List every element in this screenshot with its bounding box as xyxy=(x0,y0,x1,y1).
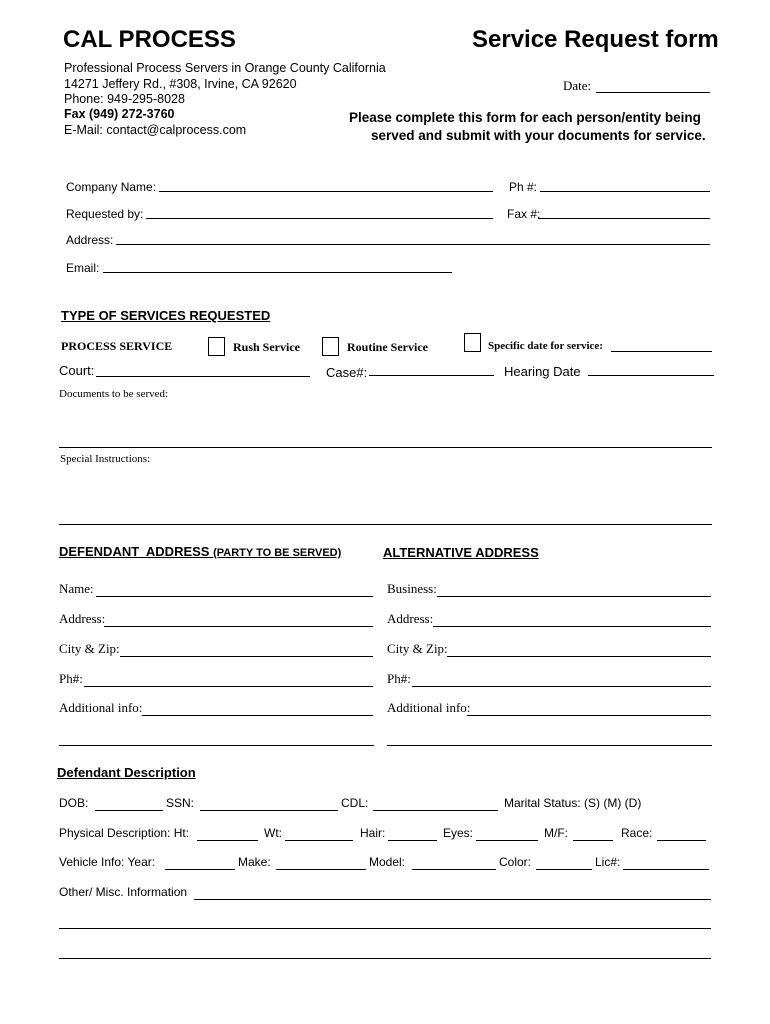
instructions-line-2: served and submit with your documents for service. xyxy=(371,128,706,143)
gender-label: M/F: xyxy=(544,826,568,840)
hearing-date-field[interactable] xyxy=(588,375,714,376)
vehicle-model-field[interactable] xyxy=(412,869,496,870)
gender-field[interactable] xyxy=(573,840,613,841)
business-field[interactable] xyxy=(437,596,711,597)
defendant-name-label: Name: xyxy=(59,581,94,596)
vehicle-color-label: Color: xyxy=(499,855,532,869)
requested-by-label: Requested by: xyxy=(66,207,144,221)
defendant-phone-label: Ph#: xyxy=(59,671,83,686)
vehicle-year-field[interactable] xyxy=(165,869,235,870)
race-label: Race: xyxy=(621,826,653,840)
fax-label: Fax #: xyxy=(507,207,541,221)
company-tagline: Professional Process Servers in Orange County California xyxy=(64,61,386,75)
vehicle-make-label: Make: xyxy=(238,855,271,869)
vehicle-license-field[interactable] xyxy=(623,869,709,870)
date-field[interactable] xyxy=(596,92,710,93)
defendant-address-field[interactable] xyxy=(104,626,373,627)
hair-field[interactable] xyxy=(388,840,437,841)
race-field[interactable] xyxy=(657,840,706,841)
specific-date-label: Specific date for service: xyxy=(488,340,603,352)
case-label: Case#: xyxy=(326,365,368,380)
defendant-description-heading: Defendant Description xyxy=(57,765,196,780)
vehicle-color-field[interactable] xyxy=(536,869,592,870)
vehicle-year-label: Vehicle Info: Year: xyxy=(59,855,156,869)
instructions-line-1: Please complete this form for each person/entity being xyxy=(349,110,701,125)
company-phone: Phone: 949-295-8028 xyxy=(64,92,185,106)
alt-address-label: Address: xyxy=(387,611,434,626)
cdl-field[interactable] xyxy=(373,810,498,811)
rush-service-checkbox[interactable] xyxy=(208,337,225,356)
company-email: E-Mail: contact@calprocess.com xyxy=(64,123,247,137)
company-name-field[interactable] xyxy=(159,191,493,192)
other-info-field-3[interactable] xyxy=(59,958,711,959)
court-label: Court: xyxy=(59,363,95,378)
process-service-label: PROCESS SERVICE xyxy=(61,339,173,353)
physical-description-label: Physical Description: Ht: xyxy=(59,826,190,840)
email-field[interactable] xyxy=(103,272,452,273)
special-instructions-label: Special Instructions: xyxy=(60,453,151,465)
fax-field[interactable] xyxy=(538,218,710,219)
other-info-label: Other/ Misc. Information xyxy=(59,885,188,899)
alternative-address-heading: ALTERNATIVE ADDRESS xyxy=(383,545,539,560)
routine-service-label: Routine Service xyxy=(347,340,428,354)
phone-field[interactable] xyxy=(540,191,710,192)
case-field[interactable] xyxy=(369,375,494,376)
routine-service-checkbox[interactable] xyxy=(322,337,339,356)
court-field[interactable] xyxy=(96,376,310,377)
form-title: Service Request form xyxy=(472,26,719,53)
cdl-label: CDL: xyxy=(341,796,369,810)
defendant-address-heading xyxy=(59,544,341,559)
eyes-field[interactable] xyxy=(476,840,538,841)
defendant-address-label: Address: xyxy=(59,611,106,626)
specific-date-field[interactable] xyxy=(611,351,712,352)
documents-label: Documents to be served: xyxy=(59,388,169,400)
vehicle-make-field[interactable] xyxy=(276,869,366,870)
requester-address-label: Address: xyxy=(66,233,114,247)
defendant-phone-field[interactable] xyxy=(84,686,373,687)
vehicle-license-label: Lic#: xyxy=(595,855,621,869)
email-label: Email: xyxy=(66,261,100,275)
alt-additional-label: Additional info: xyxy=(387,700,471,715)
defendant-additional-field-2[interactable] xyxy=(59,745,374,746)
defendant-city-zip-label: City & Zip: xyxy=(59,641,120,656)
hair-label: Hair: xyxy=(360,826,386,840)
specific-date-checkbox[interactable] xyxy=(464,333,481,352)
requester-address-field[interactable] xyxy=(116,244,710,245)
dob-field[interactable] xyxy=(95,810,163,811)
requested-by-field[interactable] xyxy=(146,218,493,219)
defendant-address-heading-sub: (PARTY TO BE SERVED) xyxy=(213,547,342,559)
ssn-field[interactable] xyxy=(200,810,338,811)
alt-city-zip-label: City & Zip: xyxy=(387,641,448,656)
alt-city-zip-field[interactable] xyxy=(447,656,711,657)
dob-label: DOB: xyxy=(59,796,89,810)
defendant-city-zip-field[interactable] xyxy=(120,656,373,657)
special-instructions-field[interactable] xyxy=(59,524,712,525)
alt-phone-label: Ph#: xyxy=(387,671,411,686)
other-info-field-2[interactable] xyxy=(59,928,711,929)
marital-status-label: Marital Status: (S) (M) (D) xyxy=(504,796,642,810)
height-field[interactable] xyxy=(197,840,258,841)
alt-address-field[interactable] xyxy=(433,626,711,627)
defendant-name-field[interactable] xyxy=(96,596,373,597)
rush-service-label: Rush Service xyxy=(233,340,300,354)
services-heading: TYPE OF SERVICES REQUESTED xyxy=(61,308,271,323)
defendant-address-heading-text: DEFENDANT ADDRESS xyxy=(59,544,210,559)
hearing-date-label: Hearing Date xyxy=(504,364,581,379)
alt-phone-field[interactable] xyxy=(412,686,711,687)
ssn-label: SSN: xyxy=(166,796,195,810)
company-name-label: Company Name: xyxy=(66,180,157,194)
date-label: Date: xyxy=(563,78,592,93)
company-address: 14271 Jeffery Rd., #308, Irvine, CA 92620 xyxy=(64,77,297,91)
phone-label: Ph #: xyxy=(509,180,538,194)
alt-additional-field[interactable] xyxy=(467,715,711,716)
weight-label: Wt: xyxy=(264,826,282,840)
alt-additional-field-2[interactable] xyxy=(387,745,712,746)
documents-field[interactable] xyxy=(59,447,712,448)
business-label: Business: xyxy=(387,581,437,596)
vehicle-model-label: Model: xyxy=(369,855,406,869)
weight-field[interactable] xyxy=(285,840,353,841)
other-info-field[interactable] xyxy=(194,899,711,900)
company-fax: Fax (949) 272-3760 xyxy=(64,107,175,121)
company-name: CAL PROCESS xyxy=(63,26,236,53)
defendant-additional-field[interactable] xyxy=(142,715,373,716)
defendant-additional-label: Additional info: xyxy=(59,700,143,715)
eyes-label: Eyes: xyxy=(443,826,474,840)
